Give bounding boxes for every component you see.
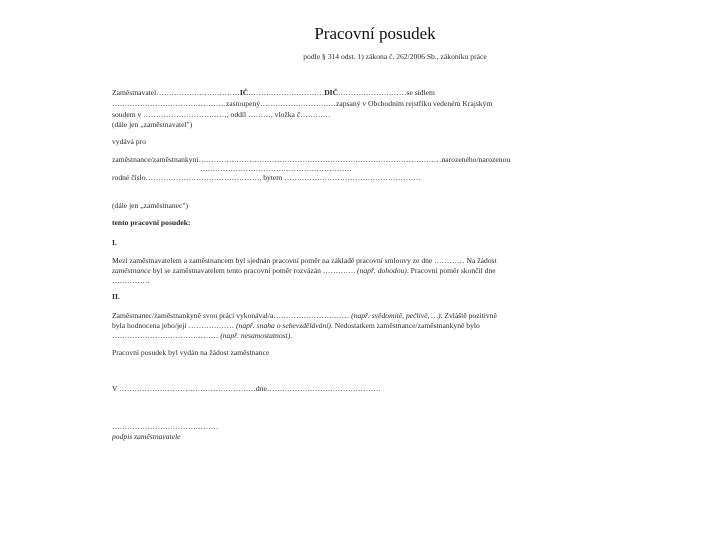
issued-note: Pracovní posudek byl vydán na žádost zaměstnance	[112, 348, 270, 357]
section-2-line-3	[112, 331, 292, 340]
employer-label: Zaměstnavatel……………………………	[112, 88, 240, 97]
employee-line-3: (dále jen „zaměstnanec")	[112, 201, 189, 210]
shortcoming-dots: ……………………………………	[112, 331, 221, 340]
shortcoming-text: . Nedostatkem zaměstnance/zaměstnankyně bylo	[330, 321, 480, 330]
positive-text: . Zvláště pozitivně	[440, 311, 497, 320]
employee-word: zaměstnance	[112, 266, 151, 275]
seat-label: ………………………se sídlem	[338, 88, 435, 97]
place-date-line: V ………………………………………………dne………………………………………	[112, 384, 381, 393]
work-performed-example: (např. svědomitě, pečlivě, …)	[351, 311, 441, 320]
termination-example: (např. dohodou)	[357, 266, 407, 275]
section-2-line-1	[112, 311, 497, 320]
employee-line-2: rodné číslo………………………………………, bytem ………………………………………………	[112, 173, 421, 182]
rated-text: byla hodnocena jeho/její ………………	[112, 321, 237, 330]
work-performed-text: Zaměstnanec/zaměstnankyně svou práci vykonával/a…………………………	[112, 311, 352, 320]
section-2-line-2	[112, 321, 480, 330]
employee-line-1b: ……………………………………………………	[200, 164, 352, 173]
section-1-line-2	[112, 266, 496, 275]
ic-dots: …………………………	[248, 88, 325, 97]
shortcoming-end: .	[290, 331, 293, 340]
ic-label: IČ	[239, 88, 249, 97]
section-1-heading: I.	[112, 238, 117, 247]
shortcoming-example: (např. nesamostatnost)	[220, 331, 291, 340]
document-subtitle: podle § 314 odst. 1) zákona č. 262/2006 Sb., zákoníku práce	[303, 52, 487, 61]
employer-line-1	[112, 88, 435, 97]
employee-label: zaměstnance/zaměstnankyni	[112, 155, 199, 164]
section-1-line-1: Mezi zaměstnavatelem a zaměstnancem byl sjednán pracovní poměr na základě pracovní smlouvy ze dne ………… Na žádost	[112, 256, 497, 265]
employer-line-2: ………………………………………zastoupený…………………………zapsaný v Obchodním rejstříku vedeném Krajským	[112, 99, 493, 108]
signature-line: ……………………………………	[112, 422, 219, 431]
this-reference-label: tento pracovní posudek:	[112, 218, 191, 227]
employer-line-3: soudem v ……………………………, oddíl ………, vložka č…………	[112, 110, 331, 119]
employer-line-4: (dále jen „zaměstnavatel")	[112, 120, 193, 129]
dic-label: DIČ	[324, 88, 339, 97]
issues-for-label: vydává pro	[112, 137, 146, 146]
end-date-text: . Pracovní poměr skončil dne	[406, 266, 496, 275]
section-1-line-3: ……………	[112, 276, 150, 285]
termination-text: byl se zaměstnavatelem tento pracovní poměr rozvázán ………….	[150, 266, 358, 275]
employee-line-1	[112, 155, 510, 164]
section-2-heading: II.	[112, 292, 120, 301]
signature-label: podpis zaměstnavatele	[112, 432, 181, 441]
rated-example: (např. snaha o sebevzdělávání)	[236, 321, 331, 330]
employee-name-dots: ……………………………………………………………………………………narozeného/narozenou	[198, 155, 511, 164]
document-title: Pracovní posudek	[314, 24, 436, 43]
